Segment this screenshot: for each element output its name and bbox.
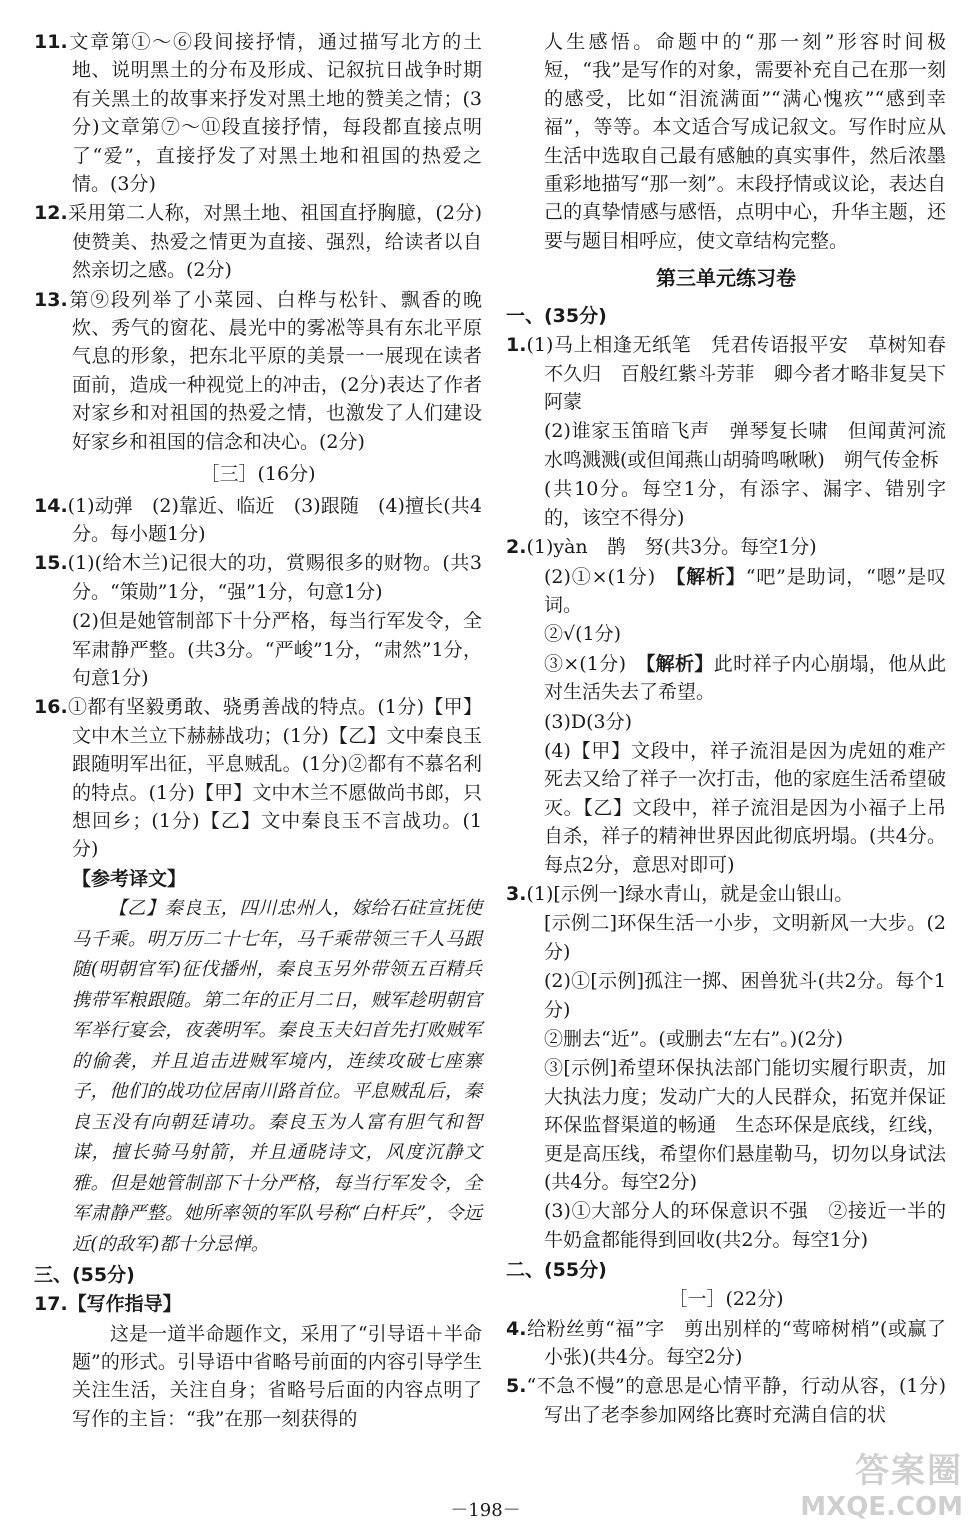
section-1-heading: 一、(35分) xyxy=(506,305,607,328)
question-17-text: 这是一道半命题作文，采用了“引导语＋半命题”的形式。引导语中省略号前面的内容引导学生关注生活，关注自身；省略号后面的内容点明了写作的主旨：“我”在那一刻获得的 xyxy=(72,1322,482,1430)
section-3-heading: 三、(55分) xyxy=(34,1264,135,1287)
question-1: 1.(1)马上相逢无纸笔 凭君传语报平安 草树知春不久归 百般红紫斗芳菲 卿今者才略非复吴下阿蒙 xyxy=(506,334,946,414)
question-3-part2: (2)①[示例]孤注一掷、困兽犹斗(共2分。每个1分) xyxy=(544,970,946,1021)
left-column xyxy=(34,28,482,1434)
section-2-heading: 二、(55分) xyxy=(506,1259,607,1282)
right-column xyxy=(506,28,946,1430)
question-2: 2.(1)yàn 鹊 努(共3分。每空1分) xyxy=(506,536,817,559)
subsection-3-heading: ［三］(16分) xyxy=(200,463,316,486)
question-5: 5.“不急不慢”的意思是心情平静，行动从容，(1分)写出了老李参加网络比赛时充满自信的状 xyxy=(506,1375,946,1426)
question-15-part2: (2)但是她管制部下十分严格，每当行军发令，全军肃静严整。(共3分。“严峻”1分，“肃然”1分，句意1分) xyxy=(72,610,482,689)
page-number: －198－ xyxy=(450,1500,521,1521)
question-3-item3: ③[示例]希望环保执法部门能切实履行职责，加大执法力度；发动广大的人民群众，拓宽并保证环保监督渠道的畅通 生态环保是底线，红线，更是高压线，希望你们悬崖勒马，切勿以身试法(共4分。每空2分) xyxy=(544,1057,946,1194)
question-1-scoring: (共10分。每空1分，有添字、漏字、错别字的，该空不得分) xyxy=(544,478,946,529)
question-14: 14.(1)动弹 (2)靠近、临近 (3)跟随 (4)擅长(共4分。每小题1分) xyxy=(34,494,482,545)
question-2-part3: (3)D(3分) xyxy=(544,710,633,733)
question-16: 16.①都有坚毅勇敢、骁勇善战的特点。(1分)【甲】文中木兰立下赫赫战功；(1分)【乙】文中秦良玉跟随明军出征，平息贼乱。(1分)②都有不慕名利的特点。(1分)【甲】文中木兰不愿做尚书郎，只想回乡；(1分)【乙】文中秦良玉不言战功。(1分) xyxy=(34,696,482,861)
question-1-part2: (2)谁家玉笛暗飞声 弹琴复长啸 但闻黄河流水鸣溅溅(或但闻燕山胡骑鸣啾啾) 朔气传金柝 xyxy=(544,420,946,471)
watermark-logo xyxy=(793,1450,963,1528)
question-2-part2: (2)①×(1分) 【解析】“吧”是助词，“嗯”是叹词。 xyxy=(544,565,946,616)
unit-3-title: 第三单元练习卷 xyxy=(656,266,796,291)
question-3-example2: [示例二]环保生活一小步，文明新风一大步。(2分) xyxy=(544,912,946,963)
question-2-part4: (4)【甲】文段中，祥子流泪是因为虎妞的难产死去又给了祥子一次打击，他的家庭生活希望破灭。【乙】文段中，祥子流泪是因为小福子上吊自杀，祥子的精神世界因此彻底坍塌。(共4分。每点2分，意思对即可) xyxy=(544,739,946,876)
question-2-item3: ③×(1分) 【解析】此时祥子内心崩塌，他从此对生活失去了希望。 xyxy=(544,652,946,704)
question-3: 3.(1)[示例一]绿水青山，就是金山银山。 xyxy=(506,882,854,905)
question-11: 11.文章第①～⑥段间接抒情，通过描写北方的土地、说明黑土的分布及形成、记叙抗日战争时期有关黑土的故事来抒发对黑土地的赞美之情；(3分)文章第⑦～⑪段直接抒情，每段都直接点明了“爱”，直接抒发了对黑土地和祖国的热爱之情。(3分) xyxy=(34,31,482,196)
question-17-label: 17.【写作指导】 xyxy=(34,1293,182,1316)
question-17-continuation: 人生感悟。命题中的“那一刻”形容时间极短，“我”是写作的对象，需要补充自己在那一刻的感受，比如“泪流满面”“满心愧疚”“感到幸福”，等等。本文适合写成记叙文。写作时应从生活中选取自己最有感触的真实事件，然后浓墨重彩地描写“那一刻”。末段抒情或议论，表达自己的真挚情感与感悟，点明中心，升华主题，还要与题目相呼应，使文章结构完整。 xyxy=(544,31,946,252)
watermark-url: MXQE.COM xyxy=(800,1492,963,1522)
question-4: 4.给粉丝剪“福”字 剪出别样的“莺啼树梢”(或赢了小张)(共4分。每空2分) xyxy=(506,1317,946,1369)
question-12: 12.采用第二人称，对黑土地、祖国直抒胸臆，(2分)使赞美、热爱之情更为直接、强烈，给读者以自然亲切之感。(2分) xyxy=(34,202,482,282)
question-2-item2: ②√(1分) xyxy=(544,623,622,646)
reference-translation-label: 【参考译文】 xyxy=(72,867,187,890)
reference-translation-text: 【乙】秦良玉，四川忠州人，嫁给石砫宣抚使马千乘。明万历二十七年，马千乘带领三千人马跟随(明朝官军)征伐播州，秦良玉另外带领五百精兵携带军粮跟随。第二年的正月二日，贼军趁明朝官军举行宴会，夜袭明军。秦良玉夫妇首先打败贼军的偷袭，并且追击进贼军境内，连续攻破七座寨子，他们的战功位居南川路首位。平息贼乱后，秦良玉没有向朝廷请功。秦良玉为人富有胆气和智谋，擅长骑马射箭，并且通晓诗文，风度沉静文雅。但是她管制部下十分严格，每当行军发令，全军肃静严整。她所率领的军队号称“白杆兵”，令远近(的敌军)都十分忌惮。 xyxy=(72,898,482,1255)
subsection-1-heading: ［一］(22分) xyxy=(668,1288,784,1311)
question-3-part3: (3)①大部分人的环保意识不强 ②接近一半的牛奶盒都能得到回收(共2分。每空1分) xyxy=(544,1200,946,1251)
question-3-item2: ②删去“近”。(或删去“左右”。)(2分) xyxy=(544,1028,844,1050)
question-15: 15.(1)(给木兰)记很大的功，赏赐很多的财物。(共3分。“策勋”1分，“强”1分，句意1分) xyxy=(34,552,482,603)
watermark-logo-text: 答案圈 xyxy=(855,1451,963,1491)
question-13: 13.第⑨段列举了小菜园、白桦与松针、飘香的晚炊、秀气的窗花、晨光中的雾凇等具有东北平原气息的形象，把东北平原的美景一一展现在读者面前，造成一种视觉上的冲击，(2分)表达了作者对家乡和对祖国的热爱之情，也激发了人们建设好家乡和祖国的信念和决心。(2分) xyxy=(34,288,482,453)
